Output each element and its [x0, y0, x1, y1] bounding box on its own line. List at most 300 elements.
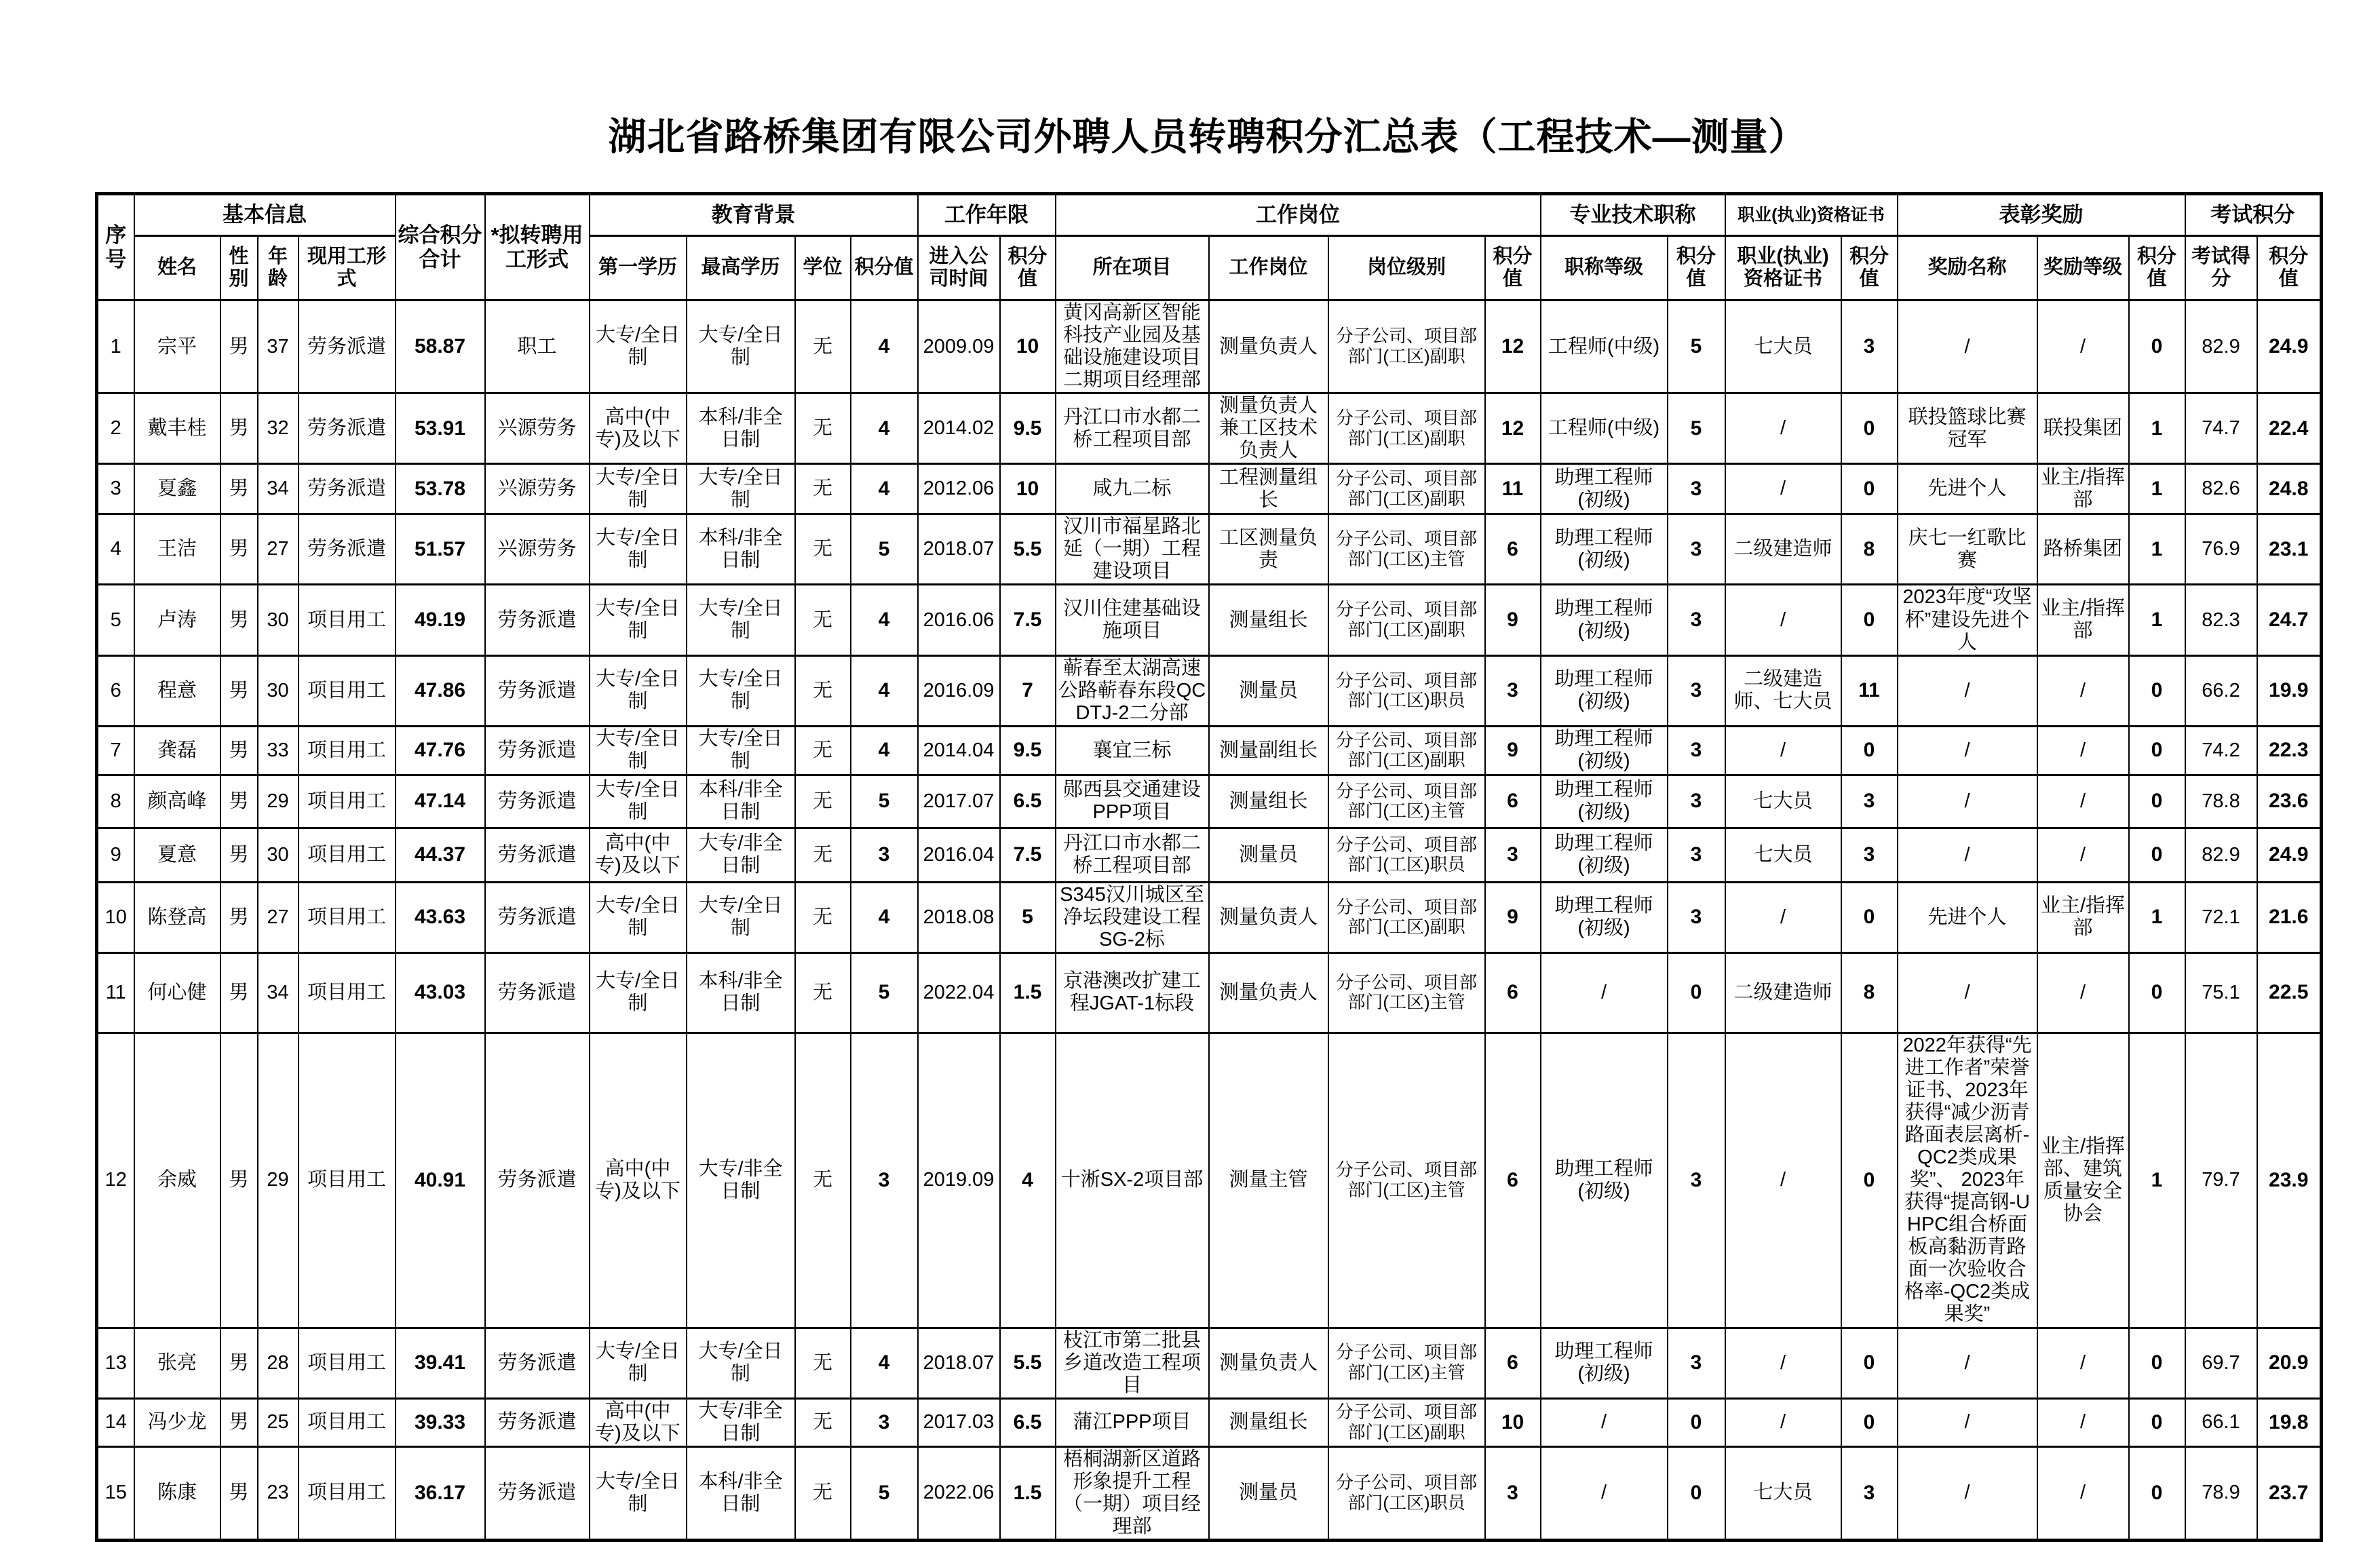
table-cell: 男: [220, 775, 258, 828]
table-cell: 项目用工: [299, 1033, 396, 1328]
table-cell: 5: [851, 775, 918, 828]
table-cell: 0: [1841, 393, 1898, 464]
table-cell: 无: [795, 726, 851, 775]
table-cell: 宗平: [134, 301, 220, 393]
table-cell: 劳务派遣: [485, 585, 590, 655]
column-header: 年龄: [258, 236, 299, 301]
column-group-header: 工作年限: [918, 194, 1056, 236]
table-cell: 10: [97, 882, 134, 952]
table-cell: 劳务派遣: [485, 1398, 590, 1446]
table-cell: 0: [2129, 952, 2185, 1033]
table-cell: /: [2037, 828, 2129, 882]
table-cell: 无: [795, 514, 851, 585]
column-header: 积分值: [2129, 236, 2185, 301]
table-cell: 助理工程师(初级): [1541, 464, 1668, 514]
table-cell: 3: [1668, 775, 1725, 828]
table-cell: 七大员: [1725, 301, 1841, 393]
table-cell: 3: [1668, 828, 1725, 882]
table-cell: 79.7: [2185, 1033, 2257, 1328]
table-cell: 49.19: [396, 585, 485, 655]
table-cell: 0: [1841, 464, 1898, 514]
table-cell: 助理工程师(初级): [1541, 882, 1668, 952]
table-cell: 3: [1841, 775, 1898, 828]
table-cell: 29: [258, 775, 299, 828]
table-cell: 9: [1485, 585, 1541, 655]
table-cell: 劳务派遣: [299, 393, 396, 464]
table-cell: /: [1898, 1328, 2037, 1398]
table-cell: /: [1898, 1446, 2037, 1540]
table-cell: 测量组长: [1209, 585, 1328, 655]
table-cell: 78.8: [2185, 775, 2257, 828]
table-cell: 高中(中专)及以下: [590, 1398, 687, 1446]
table-cell: 6: [1485, 514, 1541, 585]
table-cell: 无: [795, 1328, 851, 1398]
table-cell: 王洁: [134, 514, 220, 585]
table-cell: 3: [1668, 1033, 1725, 1328]
table-cell: 47.76: [396, 726, 485, 775]
table-cell: 74.7: [2185, 393, 2257, 464]
table-cell: 男: [220, 301, 258, 393]
column-header: 奖励等级: [2037, 236, 2129, 301]
table-cell: 大专/全日制: [590, 464, 687, 514]
table-cell: 3: [1668, 585, 1725, 655]
table-cell: 29: [258, 1033, 299, 1328]
table-cell: /: [1725, 882, 1841, 952]
table-cell: 分子公司、项目部部门(工区)副职: [1328, 726, 1485, 775]
table-cell: 大专/全日制: [687, 726, 795, 775]
table-cell: 京港澳改扩建工程JGAT-1标段: [1056, 952, 1209, 1033]
table-cell: 3: [1485, 1446, 1541, 1540]
table-cell: 大专/全日制: [687, 1328, 795, 1398]
table-cell: 测量副组长: [1209, 726, 1328, 775]
table-cell: 业主/指挥部: [2037, 464, 2129, 514]
table-cell: 51.57: [396, 514, 485, 585]
table-row: [97, 1328, 2322, 1398]
table-cell: 66.1: [2185, 1398, 2257, 1446]
table-cell: 劳务派遣: [485, 1446, 590, 1540]
table-body: [97, 301, 2322, 1541]
table-cell: 22.4: [2257, 393, 2322, 464]
table-cell: 6: [1485, 1328, 1541, 1398]
table-cell: 颜高峰: [134, 775, 220, 828]
column-group-header: 工作岗位: [1056, 194, 1541, 236]
table-cell: 兴源劳务: [485, 514, 590, 585]
table-cell: 大专/全日制: [590, 952, 687, 1033]
table-cell: 分子公司、项目部部门(工区)职员: [1328, 655, 1485, 726]
table-cell: 职工: [485, 301, 590, 393]
table-cell: 2016.06: [918, 585, 1000, 655]
column-header: 职称等级: [1541, 236, 1668, 301]
table-cell: 5: [851, 952, 918, 1033]
table-cell: 4: [851, 301, 918, 393]
table-cell: 12: [1485, 393, 1541, 464]
table-cell: 0: [1668, 952, 1725, 1033]
table-cell: 2022.06: [918, 1446, 1000, 1540]
table-cell: 男: [220, 1328, 258, 1398]
table-cell: 项目用工: [299, 655, 396, 726]
table-cell: 分子公司、项目部部门(工区)主管: [1328, 514, 1485, 585]
table-cell: 53.91: [396, 393, 485, 464]
table-cell: 82.6: [2185, 464, 2257, 514]
table-cell: /: [1898, 655, 2037, 726]
table-row: [97, 393, 2322, 464]
table-cell: 项目用工: [299, 775, 396, 828]
table-cell: 分子公司、项目部部门(工区)副职: [1328, 464, 1485, 514]
table-cell: 7.5: [1000, 585, 1056, 655]
column-group-header: 序号: [97, 194, 134, 301]
table-cell: 大专/全日制: [687, 882, 795, 952]
column-header: 积分值: [1668, 236, 1725, 301]
table-cell: 74.2: [2185, 726, 2257, 775]
table-cell: 30: [258, 828, 299, 882]
table-cell: 1.5: [1000, 952, 1056, 1033]
table-cell: 项目用工: [299, 828, 396, 882]
table-cell: 9.5: [1000, 393, 1056, 464]
table-cell: 测量负责人: [1209, 882, 1328, 952]
table-cell: 大专/全日制: [687, 464, 795, 514]
table-cell: 7: [1000, 655, 1056, 726]
table-cell: 十淅SX-2项目部: [1056, 1033, 1209, 1328]
table-cell: 业主/指挥部、建筑质量安全协会: [2037, 1033, 2129, 1328]
table-cell: 助理工程师(初级): [1541, 1033, 1668, 1328]
table-cell: 梧桐湖新区道路形象提升工程（一期）项目经理部: [1056, 1446, 1209, 1540]
table-cell: 34: [258, 464, 299, 514]
table-cell: 0: [2129, 301, 2185, 393]
table-cell: 本科/非全日制: [687, 1446, 795, 1540]
table-cell: 72.1: [2185, 882, 2257, 952]
table-cell: 分子公司、项目部部门(工区)职员: [1328, 1446, 1485, 1540]
table-cell: 2022.04: [918, 952, 1000, 1033]
table-cell: 分子公司、项目部部门(工区)职员: [1328, 828, 1485, 882]
table-cell: 大专/全日制: [590, 1328, 687, 1398]
table-cell: 咸九二标: [1056, 464, 1209, 514]
table-cell: 分子公司、项目部部门(工区)主管: [1328, 952, 1485, 1033]
table-cell: 劳务派遣: [485, 882, 590, 952]
table-row: [97, 1033, 2322, 1328]
table-cell: 兴源劳务: [485, 393, 590, 464]
table-cell: 无: [795, 775, 851, 828]
table-cell: 53.78: [396, 464, 485, 514]
table-cell: 陈康: [134, 1446, 220, 1540]
column-header: 积分值: [1841, 236, 1898, 301]
table-cell: 34: [258, 952, 299, 1033]
table-cell: 2017.07: [918, 775, 1000, 828]
table-cell: 8: [97, 775, 134, 828]
table-cell: 枝江市第二批县乡道改造工程项目: [1056, 1328, 1209, 1398]
table-cell: 4: [851, 882, 918, 952]
table-cell: 22.5: [2257, 952, 2322, 1033]
table-header: [97, 194, 2322, 301]
table-cell: 助理工程师(初级): [1541, 514, 1668, 585]
table-cell: /: [1541, 952, 1668, 1033]
table-cell: 28: [258, 1328, 299, 1398]
table-cell: 0: [2129, 828, 2185, 882]
table-cell: 3: [1668, 726, 1725, 775]
table-cell: 0: [1841, 1398, 1898, 1446]
table-cell: 七大员: [1725, 1446, 1841, 1540]
table-cell: 测量负责人: [1209, 952, 1328, 1033]
column-header: 积分值: [851, 236, 918, 301]
table-cell: 39.33: [396, 1398, 485, 1446]
table-cell: 汉川市福星路北延（一期）工程建设项目: [1056, 514, 1209, 585]
table-cell: 5.5: [1000, 1328, 1056, 1398]
table-cell: 2018.08: [918, 882, 1000, 952]
table-cell: 本科/非全日制: [687, 514, 795, 585]
table-cell: 男: [220, 882, 258, 952]
table-cell: 11: [1485, 464, 1541, 514]
table-cell: 龚磊: [134, 726, 220, 775]
table-cell: 0: [2129, 1328, 2185, 1398]
table-cell: 高中(中专)及以下: [590, 393, 687, 464]
table-cell: 分子公司、项目部部门(工区)副职: [1328, 301, 1485, 393]
table-cell: 4: [851, 585, 918, 655]
table-cell: 82.9: [2185, 828, 2257, 882]
column-header: 现用工形式: [299, 236, 396, 301]
table-cell: 陈登高: [134, 882, 220, 952]
table-cell: 项目用工: [299, 882, 396, 952]
table-cell: 2018.07: [918, 1328, 1000, 1398]
table-row: [97, 952, 2322, 1033]
table-cell: 1: [2129, 464, 2185, 514]
table-cell: 冯少龙: [134, 1398, 220, 1446]
table-cell: /: [2037, 952, 2129, 1033]
table-cell: 0: [2129, 726, 2185, 775]
table-cell: 1: [97, 301, 134, 393]
table-cell: 39.41: [396, 1328, 485, 1398]
table-cell: 3: [1841, 301, 1898, 393]
table-cell: 19.8: [2257, 1398, 2322, 1446]
table-cell: 6: [1485, 1033, 1541, 1328]
table-cell: 兴源劳务: [485, 464, 590, 514]
table-cell: 1: [2129, 585, 2185, 655]
table-cell: 七大员: [1725, 828, 1841, 882]
table-cell: 58.87: [396, 301, 485, 393]
table-cell: 男: [220, 655, 258, 726]
table-cell: 0: [2129, 1446, 2185, 1540]
table-row: [97, 301, 2322, 393]
table-cell: 5: [1668, 301, 1725, 393]
table-cell: /: [1898, 952, 2037, 1033]
table-cell: 24.8: [2257, 464, 2322, 514]
column-header: 职业(执业)资格证书: [1725, 236, 1841, 301]
column-group-header: 职业(执业)资格证书: [1725, 194, 1898, 236]
table-cell: 47.14: [396, 775, 485, 828]
column-group-header: 综合积分合计: [396, 194, 485, 301]
table-cell: 项目用工: [299, 1446, 396, 1540]
table-cell: 14: [97, 1398, 134, 1446]
table-cell: 66.2: [2185, 655, 2257, 726]
table-row: [97, 585, 2322, 655]
table-cell: /: [1725, 585, 1841, 655]
table-cell: 大专/全日制: [590, 726, 687, 775]
score-summary-table: [95, 192, 2323, 1542]
table-cell: 0: [1841, 726, 1898, 775]
column-group-header: 表彰奖励: [1898, 194, 2185, 236]
table-cell: /: [2037, 775, 2129, 828]
table-cell: 黄冈高新区智能科技产业园及基础设施建设项目二期项目经理部: [1056, 301, 1209, 393]
table-cell: 33: [258, 726, 299, 775]
table-cell: 卢涛: [134, 585, 220, 655]
table-cell: 劳务派遣: [485, 1328, 590, 1398]
table-cell: 项目用工: [299, 585, 396, 655]
table-cell: 大专/全日制: [687, 301, 795, 393]
table-cell: 无: [795, 301, 851, 393]
table-cell: 大专/全日制: [590, 585, 687, 655]
table-cell: 8: [1841, 514, 1898, 585]
table-cell: 分子公司、项目部部门(工区)主管: [1328, 1033, 1485, 1328]
table-cell: 测量组长: [1209, 775, 1328, 828]
table-cell: 劳务派遣: [299, 514, 396, 585]
table-cell: 21.6: [2257, 882, 2322, 952]
table-cell: 工区测量负责: [1209, 514, 1328, 585]
table-cell: 分子公司、项目部部门(工区)主管: [1328, 775, 1485, 828]
table-cell: 蕲春至太湖高速公路蕲春东段QCDTJ-2二分部: [1056, 655, 1209, 726]
table-cell: 本科/非全日制: [687, 393, 795, 464]
table-cell: 大专/非全日制: [687, 828, 795, 882]
table-cell: /: [1898, 301, 2037, 393]
table-cell: 劳务派遣: [485, 775, 590, 828]
table-cell: 襄宜三标: [1056, 726, 1209, 775]
table-cell: 大专/非全日制: [687, 1398, 795, 1446]
table-cell: 22.3: [2257, 726, 2322, 775]
table-cell: 测量负责人: [1209, 301, 1328, 393]
table-cell: 3: [1668, 655, 1725, 726]
table-cell: 助理工程师(初级): [1541, 726, 1668, 775]
table-cell: 43.63: [396, 882, 485, 952]
table-cell: S345汉川城区至净坛段建设工程SG-2标: [1056, 882, 1209, 952]
table-row: [97, 775, 2322, 828]
table-cell: /: [1725, 393, 1841, 464]
table-row: [97, 882, 2322, 952]
table-cell: 44.37: [396, 828, 485, 882]
table-cell: 37: [258, 301, 299, 393]
table-cell: 测量组长: [1209, 1398, 1328, 1446]
table-cell: 助理工程师(初级): [1541, 828, 1668, 882]
table-cell: 13: [97, 1328, 134, 1398]
table-cell: /: [2037, 1446, 2129, 1540]
table-cell: 43.03: [396, 952, 485, 1033]
table-cell: 张亮: [134, 1328, 220, 1398]
table-cell: 2014.02: [918, 393, 1000, 464]
table-cell: 业主/指挥部: [2037, 882, 2129, 952]
table-cell: 19.9: [2257, 655, 2322, 726]
table-cell: 0: [1668, 1446, 1725, 1540]
table-cell: 3: [1668, 514, 1725, 585]
table-cell: 1: [2129, 1033, 2185, 1328]
table-cell: 无: [795, 585, 851, 655]
table-cell: 10: [1000, 464, 1056, 514]
table-cell: 24.9: [2257, 828, 2322, 882]
table-cell: 夏意: [134, 828, 220, 882]
table-cell: 5.5: [1000, 514, 1056, 585]
table-cell: 大专/全日制: [590, 301, 687, 393]
table-cell: 男: [220, 726, 258, 775]
table-cell: 2017.03: [918, 1398, 1000, 1446]
table-cell: 82.9: [2185, 301, 2257, 393]
table-cell: 高中(中专)及以下: [590, 828, 687, 882]
table-cell: 大专/全日制: [590, 1446, 687, 1540]
table-cell: /: [1898, 726, 2037, 775]
table-cell: 2: [97, 393, 134, 464]
table-cell: 6.5: [1000, 775, 1056, 828]
table-cell: 5: [851, 1446, 918, 1540]
table-cell: /: [1725, 726, 1841, 775]
table-cell: 5: [97, 585, 134, 655]
table-cell: 23.1: [2257, 514, 2322, 585]
table-cell: 业主/指挥部: [2037, 585, 2129, 655]
table-cell: 劳务派遣: [299, 301, 396, 393]
table-cell: 24.9: [2257, 301, 2322, 393]
table-cell: 3: [1485, 655, 1541, 726]
table-cell: 男: [220, 585, 258, 655]
column-group-header: *拟转聘用工形式: [485, 194, 590, 301]
table-cell: 8: [1841, 952, 1898, 1033]
table-cell: 75.1: [2185, 952, 2257, 1033]
table-row: [97, 464, 2322, 514]
table-cell: 2016.04: [918, 828, 1000, 882]
table-cell: 0: [2129, 775, 2185, 828]
table-row: [97, 514, 2322, 585]
table-cell: 23.7: [2257, 1446, 2322, 1540]
table-cell: 先进个人: [1898, 464, 2037, 514]
table-cell: 0: [1841, 585, 1898, 655]
table-cell: /: [1541, 1398, 1668, 1446]
table-cell: /: [2037, 301, 2129, 393]
table-cell: 3: [1668, 882, 1725, 952]
column-header: 积分值: [1485, 236, 1541, 301]
table-cell: 先进个人: [1898, 882, 2037, 952]
table-cell: 3: [1841, 1446, 1898, 1540]
column-group-header: 基本信息: [134, 194, 396, 236]
table-cell: 劳务派遣: [485, 1033, 590, 1328]
table-cell: /: [1725, 1398, 1841, 1446]
table-cell: 项目用工: [299, 1328, 396, 1398]
table-cell: 11: [1841, 655, 1898, 726]
table-cell: 2016.09: [918, 655, 1000, 726]
table-cell: 大专/非全日制: [687, 1033, 795, 1328]
table-cell: 30: [258, 655, 299, 726]
table-cell: 分子公司、项目部部门(工区)副职: [1328, 882, 1485, 952]
table-cell: 3: [1668, 1328, 1725, 1398]
table-cell: 0: [2129, 655, 2185, 726]
table-row: [97, 1446, 2322, 1540]
table-cell: 无: [795, 1033, 851, 1328]
table-cell: 劳务派遣: [485, 828, 590, 882]
table-cell: 27: [258, 514, 299, 585]
table-cell: 夏鑫: [134, 464, 220, 514]
table-cell: 3: [1841, 828, 1898, 882]
column-header: 积分值: [1000, 236, 1056, 301]
table-cell: 2012.06: [918, 464, 1000, 514]
table-cell: 无: [795, 882, 851, 952]
table-cell: 男: [220, 1398, 258, 1446]
table-cell: 男: [220, 952, 258, 1033]
table-cell: 劳务派遣: [299, 464, 396, 514]
table-cell: 汉川住建基础设施项目: [1056, 585, 1209, 655]
table-cell: 庆七一红歌比赛: [1898, 514, 2037, 585]
table-cell: 助理工程师(初级): [1541, 655, 1668, 726]
table-cell: 无: [795, 1398, 851, 1446]
table-cell: 9: [1485, 882, 1541, 952]
column-header: 奖励名称: [1898, 236, 2037, 301]
table-cell: 32: [258, 393, 299, 464]
table-cell: 3: [851, 828, 918, 882]
table-cell: 本科/非全日制: [687, 952, 795, 1033]
table-cell: 5: [1000, 882, 1056, 952]
table-cell: 36.17: [396, 1446, 485, 1540]
table-cell: 4: [851, 726, 918, 775]
table-cell: 4: [851, 464, 918, 514]
